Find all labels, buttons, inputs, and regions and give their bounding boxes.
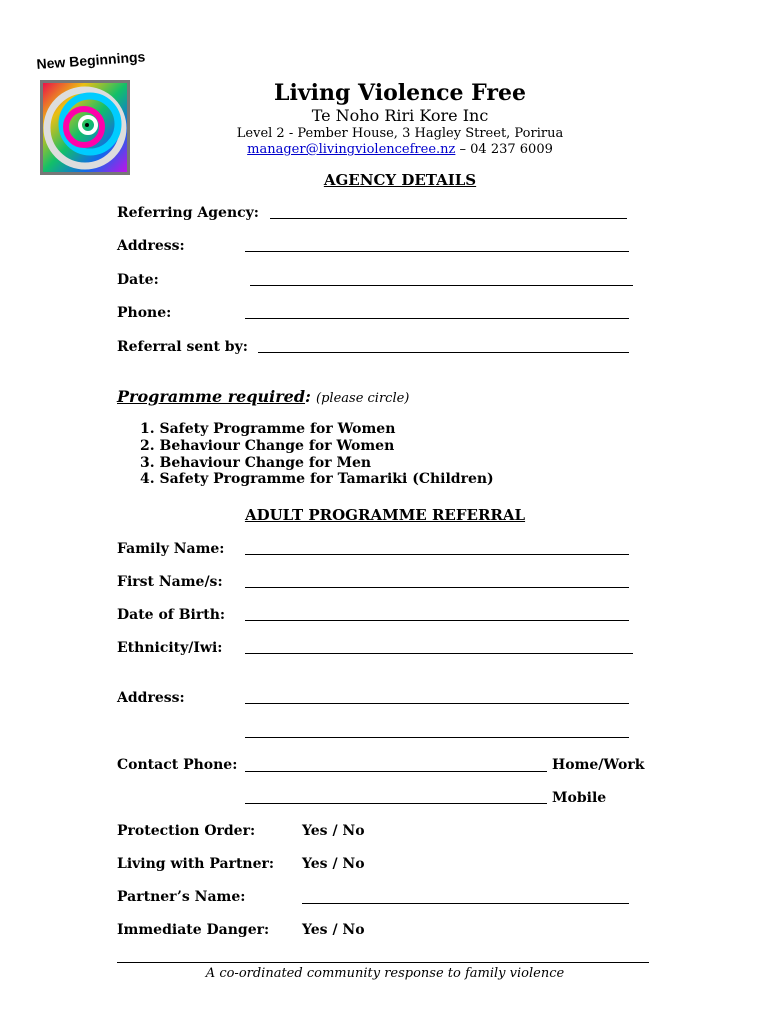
referral-sent-by-label: Referral sent by: [117,339,248,355]
ethnicity-label: Ethnicity/Iwi: [117,640,223,656]
first-names-label: First Name/s: [117,574,223,590]
org-subtitle: Te Noho Riri Kore Inc [311,106,489,125]
org-title: Living Violence Free [274,80,526,106]
date-field[interactable] [250,285,633,286]
adult-referral-heading: ADULT PROGRAMME REFERRAL [244,506,526,524]
home-work-label: Home/Work [552,757,645,773]
programme-list [140,421,494,488]
agency-phone-label: Phone: [117,305,172,321]
living-with-partner-yes-no[interactable]: Yes / No [302,856,365,872]
protection-order-label: Protection Order: [117,823,256,839]
agency-address-label: Address: [117,238,185,254]
client-address-field-2[interactable] [245,737,629,738]
mobile-phone-field[interactable] [245,803,547,804]
family-name-label: Family Name: [117,541,225,557]
programme-option[interactable]: 1. Safety Programme for Women [140,421,396,437]
org-contact [0,142,770,157]
family-name-field[interactable] [245,554,629,555]
programme-option[interactable]: 3. Behaviour Change for Men [140,454,372,471]
referral-sent-by-field[interactable] [258,352,629,353]
contact-phone-label: Contact Phone: [117,757,238,773]
agency-phone-field[interactable] [245,318,629,319]
agency-address-field[interactable] [245,251,629,252]
immediate-danger-label: Immediate Danger: [117,922,270,938]
org-address: Level 2 - Pember House, 3 Hagley Street, Porirua [236,126,564,141]
ethnicity-field[interactable] [245,653,633,654]
logo-text: New Beginnings [36,48,146,72]
mobile-label: Mobile [552,790,607,806]
referring-agency-field[interactable] [270,218,627,219]
protection-order-yes-no[interactable]: Yes / No [302,823,365,839]
first-names-field[interactable] [245,587,629,588]
programme-hint: (please circle) [316,391,410,406]
programme-option[interactable]: 4. Safety Programme for Tamariki (Children) [140,471,494,488]
dob-label: Date of Birth: [117,607,226,623]
footer-divider [117,962,649,963]
org-phone: – 04 237 6009 [455,142,553,157]
referring-agency-label: Referring Agency: [117,205,259,221]
client-address-label: Address: [117,690,185,706]
programme-option[interactable]: 2. Behaviour Change for Women [140,437,395,454]
dob-field[interactable] [245,620,629,621]
partner-name-field[interactable] [302,903,629,904]
immediate-danger-yes-no[interactable]: Yes / No [302,922,365,938]
footer-tagline: A co-ordinated community response to family violence [205,966,565,981]
living-with-partner-label: Living with Partner: [117,856,275,872]
email-link[interactable]: manager@livingviolencefree.nz [247,142,456,157]
programme-required-heading: Programme required: (please circle) [117,387,410,406]
home-work-phone-field[interactable] [245,771,547,772]
client-address-field-1[interactable] [245,703,629,704]
agency-details-heading: AGENCY DETAILS [323,171,477,189]
date-label: Date: [117,272,159,288]
partner-name-label: Partner’s Name: [117,889,246,905]
